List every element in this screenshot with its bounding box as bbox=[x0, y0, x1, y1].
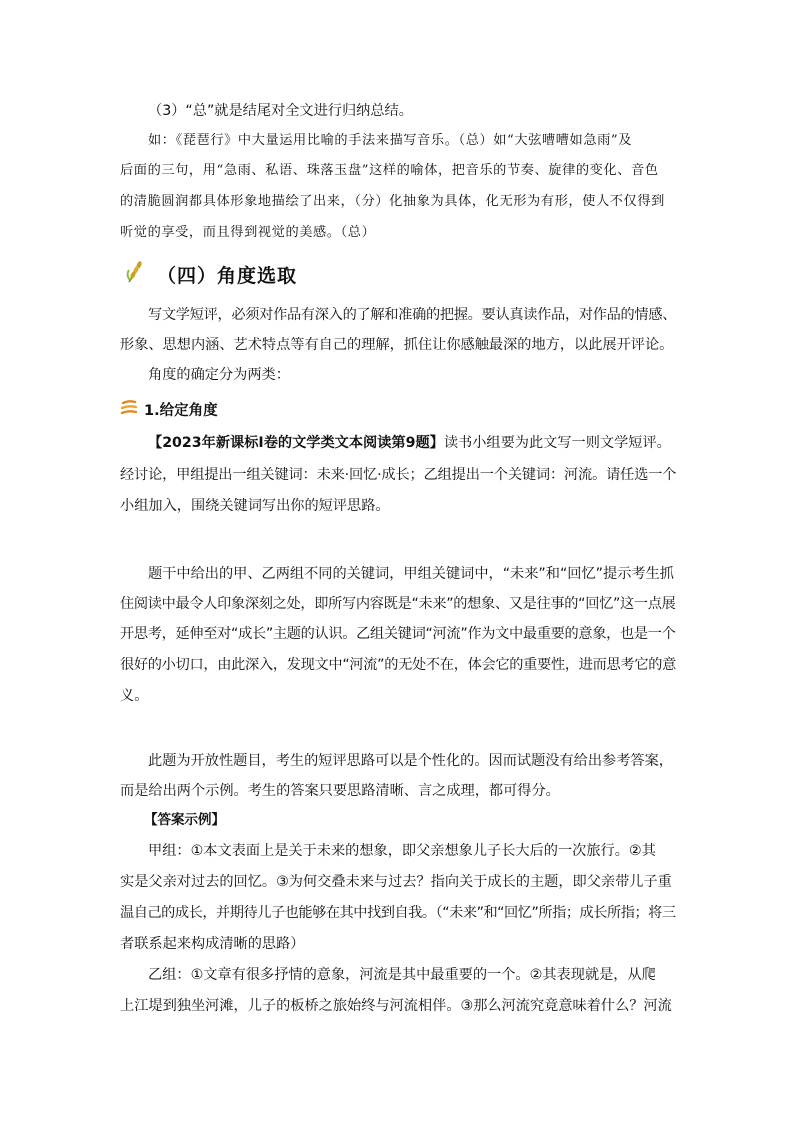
question-source: 【2023年新课标Ⅰ卷的文学类文本阅读第9题】 bbox=[148, 435, 444, 451]
example-line-1: 如：《琵琶行》中大量运用比喻的手法来描写音乐。（总）如“大弦嘈嘈如急雨”及 bbox=[148, 133, 633, 148]
leaf-icon bbox=[120, 398, 138, 420]
group-b-line-2: 上江堤到独坐河滩，儿子的板桥之旅始终与河流相伴。③那么河流究竟意味着什么？河流 bbox=[120, 998, 672, 1014]
analysis-line-5: 义。 bbox=[120, 688, 149, 704]
example-line-2: 后面的三句，用“急雨、私语、珠落玉盘”这样的喻体，把音乐的节奏、旋律的变化、音色 bbox=[120, 163, 659, 178]
group-b-line-1: 乙组：①文章有很多抒情的意象，河流是其中最重要的一个。②其表现就是，从爬 bbox=[148, 967, 656, 983]
analysis-line-3: 开思考，延伸至对“成长”主题的认识。乙组关键词“河流”作为文中最重要的意象，也是一个 bbox=[120, 626, 676, 642]
wheat-icon bbox=[125, 260, 147, 288]
group-a-line-4: 者联系起来构成清晰的思路） bbox=[120, 936, 305, 952]
open-note-line-1: 此题为开放性题目，考生的短评思路可以是个性化的。因而试题没有给出参考答案， bbox=[148, 753, 673, 769]
section-4-intro-1: 写文学短评，必须对作品有深入的了解和准确的把握。要认真读作品，对作品的情感、 bbox=[148, 307, 677, 323]
analysis-line-4: 很好的小切口，由此深入，发现文中“河流”的无处不在，体会它的重要性，进而思考它的意 bbox=[120, 657, 677, 673]
answer-heading: 【答案示例】 bbox=[144, 812, 225, 828]
section-4-intro-2: 形象、思想内涵、艺术特点等有自己的理解，抓住让你感触最深的地方，以此展开评论。 bbox=[120, 337, 674, 353]
group-a-line-3: 温自己的成长，并期待儿子也能够在其中找到自我。（“未来”和“回忆”所指；成长所指；将三 bbox=[120, 905, 676, 921]
example-line-4: 听觉的享受，而且得到视觉的美感。（总） bbox=[120, 225, 376, 240]
question-line-1 bbox=[148, 433, 671, 453]
group-a-line-2: 实是父亲对过去的回忆。③为何交叠未来与过去？指向关于成长的主题，即父亲带儿子重 bbox=[120, 874, 672, 890]
question-line-3: 小组加入，围绕关键词写出你的短评思路。 bbox=[120, 498, 390, 514]
open-note-line-2: 而是给出两个示例。考生的答案只要思路清晰、言之成理，都可得分。 bbox=[120, 783, 560, 799]
subsection-1-title: 1.给定角度 bbox=[144, 402, 218, 419]
section-4-types: 角度的确定分为两类： bbox=[148, 367, 290, 383]
subsection-1-heading bbox=[120, 398, 218, 420]
analysis-line-1: 题干中给出的甲、乙两组不同的关键词，甲组关键词中，“未来”和“回忆”提示考生抓 bbox=[148, 566, 674, 582]
analysis-line-2: 住阅读中最令人印象深刻之处，即所写内容既是“未来”的想象、又是往事的“回忆”这一点展 bbox=[120, 596, 676, 612]
question-line-2: 经讨论，甲组提出一组关键词：未来·回忆·成长；乙组提出一个关键词：河流。请任选一个 bbox=[120, 467, 677, 483]
question-text-1: 读书小组要为此文写一则文学短评。 bbox=[443, 435, 671, 451]
section-4-title: （四）角度选取 bbox=[157, 264, 298, 287]
summary-point-3: （3）“总”就是结尾对全文进行归纳总结。 bbox=[148, 103, 413, 119]
section-4-heading bbox=[125, 261, 297, 287]
example-line-3: 的清脆圆润都具体形象地描绘了出来，（分）化抽象为具体，化无形为有形，使人不仅得到 bbox=[120, 194, 665, 209]
group-a-line-1: 甲组：①本文表面上是关于未来的想象，即父亲想象儿子长大后的一次旅行。②其 bbox=[148, 843, 656, 859]
